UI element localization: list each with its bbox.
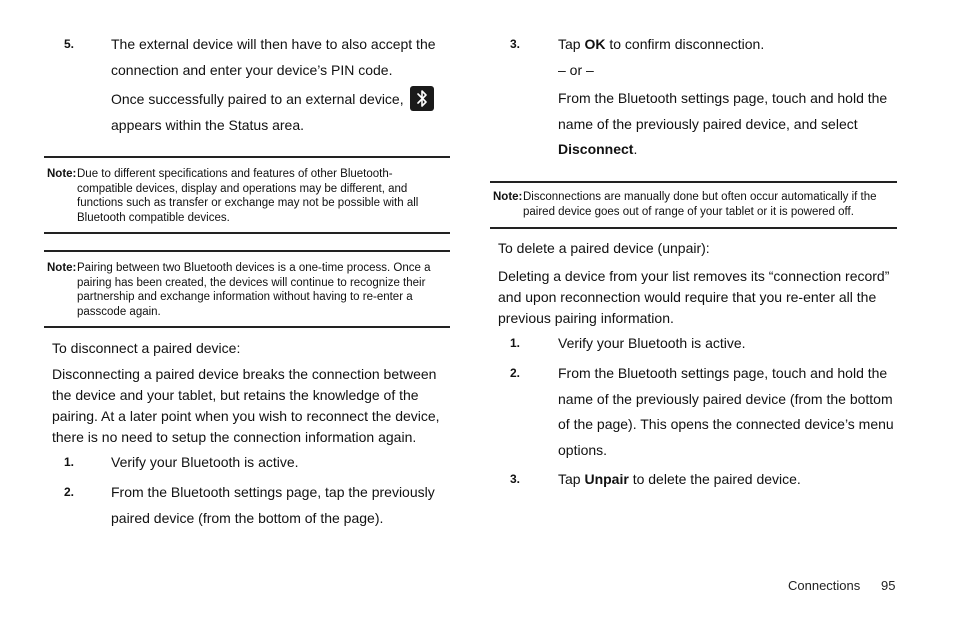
footer-section-name: Connections [788,578,861,593]
alt-instruction [558,86,897,163]
note-label: Note: [47,262,77,274]
step-number: 5. [64,37,75,51]
note-label: Note: [493,191,523,203]
step-body [111,32,450,138]
paragraph: Deleting a device from your list removes its “connection record” and upon reconnection would require that you re-enter all the previous pairing information. [498,268,890,326]
unpair-option-label: Unpair [584,471,629,487]
note-text: Disconnections are manually done but often occur automatically if the paired device goes out of range of your tablet or it is powered off. [523,191,877,218]
step-text-line: connection and enter your device’s PIN code. [111,61,393,78]
disconnect-option-label: Disconnect [558,141,634,157]
note-box [44,250,450,328]
note-text: Pairing between two Bluetooth devices is a one-time process. Once a pairing has been created, the devices will continue to recognize their partnership and exchange information without having to re-enter a passcode again. [77,262,431,318]
step-text: Tap [558,471,585,487]
or-separator: – or – [558,61,594,78]
step-number: 2. [64,485,75,499]
step-body [558,467,897,493]
page-number: 95 [881,578,896,593]
step-text: Tap [558,36,585,52]
step-text: From the Bluetooth settings page, tap the previously paired device (from the bottom of the page). [111,484,435,526]
section-heading: To disconnect a paired device: [52,340,241,356]
step-number: 1. [510,336,521,350]
note-box [44,156,450,234]
note-box [490,181,897,229]
note-label: Note: [47,168,77,180]
section-heading: To delete a paired device (unpair): [498,240,710,256]
note-text: Due to different specifications and features of other Bluetooth-compatible devices, display and operations may be different, and functions such as transfer or exchange may not be possible with all Bluetooth compatible devices. [77,168,419,224]
step-text-line: The external device will then have to also accept the [111,36,436,52]
step-text: Verify your Bluetooth is active. [558,335,746,351]
bluetooth-icon [410,86,434,111]
step-text: From the Bluetooth settings page, touch and hold the name of the previously paired device (from the bottom of the page). This opens the connected device’s menu options. [558,365,894,458]
step-text-line [558,32,897,58]
step-text: to confirm disconnection. [605,36,765,52]
step-number: 3. [510,472,521,486]
step-text-line: appears within the Status area. [111,116,305,133]
step-number: 2. [510,366,521,380]
step-body [558,32,897,163]
step-number: 3. [510,37,521,51]
paragraph: Disconnecting a paired device breaks the connection between the device and your tablet, but retains the knowledge of the pairing. At a later point when you wish to reconnect the device, there is no need to setup the connection information again. [52,366,440,445]
step-text: From the Bluetooth settings page, touch and hold the name of the previously paired device, and select [558,90,888,132]
step-text: . [633,141,638,157]
step-number: 1. [64,455,75,469]
ok-key-label: OK [584,36,606,52]
step-text-line [111,87,450,113]
step-text: Verify your Bluetooth is active. [111,454,299,470]
step-text: to delete the paired device. [628,471,801,487]
icon-intro-text: Once successfully paired to an external device, [111,91,404,107]
